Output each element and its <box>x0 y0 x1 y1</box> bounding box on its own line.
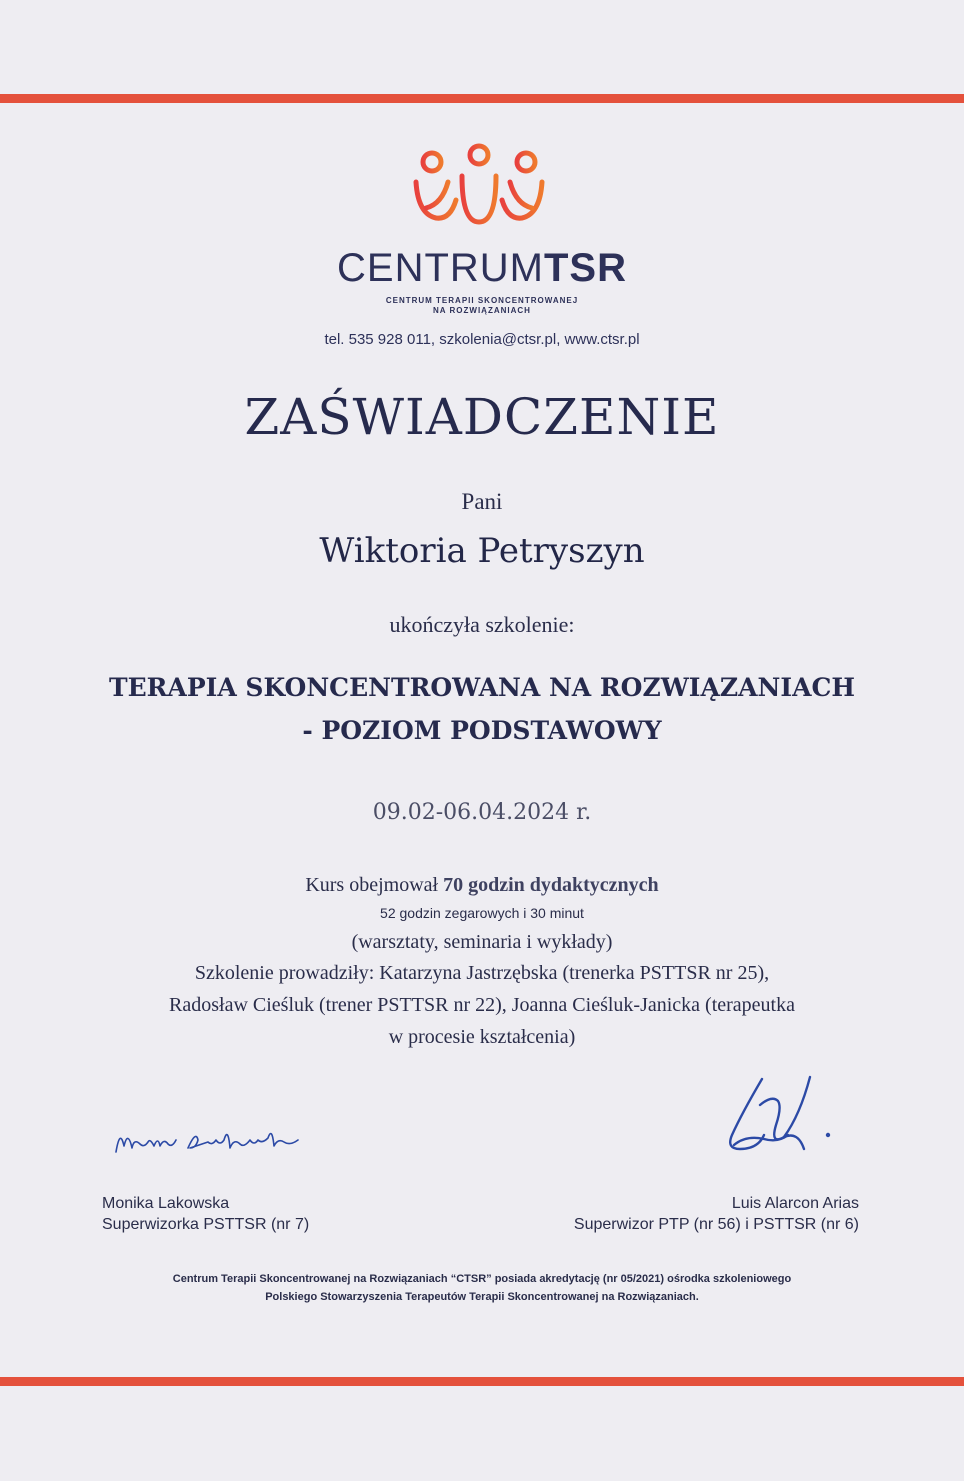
trainers-line2: Radosław Cieśluk (trener PSTTSR nr 22), Joanna Cieśluk-Janicka (terapeutka <box>169 994 795 1016</box>
signer-left-role: Superwizorka PSTTSR (nr 7) <box>102 1216 310 1233</box>
trainers-line1: Szkolenie prowadziły: Katarzyna Jastrzębska (trenerka PSTTSR nr 25), <box>194 962 770 984</box>
signer-right-role: Superwizor PTP (nr 56) i PSTTSR (nr 6) <box>573 1216 859 1233</box>
certificate-title: ZAŚWIADCZENIE <box>244 388 720 446</box>
course-dates: 09.02-06.04.2024 r. <box>372 800 592 825</box>
signature-left-image <box>112 1118 302 1163</box>
signer-right-name: Luis Alarcon Arias <box>731 1195 859 1212</box>
signer-right <box>574 1193 859 1235</box>
recipient-name: Wiktoria Petryszyn <box>319 531 645 571</box>
course-name-line1: TERAPIA SKONCENTROWANA NA ROZWIĄZANIACH <box>109 673 855 702</box>
brand-name: CENTRUMTSR <box>337 246 627 290</box>
brand-subtitle: CENTRUM TERAPII SKONCENTROWANEJ NA ROZWIĄZANIACH <box>385 296 579 315</box>
accreditation-note-line2: Polskiego Stowarzyszenia Terapeutów Terapii Skoncentrowanej na Rozwiązaniach. <box>265 1291 699 1303</box>
contact-info: tel. 535 928 011, szkolenia@ctsr.pl, www.ctsr.pl <box>324 331 640 348</box>
trainers-line3: w procesie kształcenia) <box>388 1026 576 1048</box>
salutation: Pani <box>461 489 503 514</box>
clock-hours: 52 godzin zegarowych i 30 minut <box>380 905 584 921</box>
signer-left <box>102 1193 309 1235</box>
course-name-line2: - POZIOM PODSTAWOWY <box>302 716 662 745</box>
course-hours: Kurs obejmował 70 godzin dydaktycznych <box>305 874 659 896</box>
three-people-logo-icon <box>404 142 554 232</box>
completed-text: ukończyła szkolenie: <box>389 612 575 637</box>
top-accent-rule <box>0 94 964 103</box>
accreditation-note-line1: Centrum Terapii Skoncentrowanej na Rozwiązaniach “CTSR” posiada akredytację (nr 05/2021) ośrodka szkoleniowego <box>172 1273 792 1285</box>
signer-left-name: Monika Lakowska <box>102 1195 230 1212</box>
signature-right-image <box>712 1065 852 1165</box>
course-formats: (warsztaty, seminaria i wykłady) <box>351 931 613 953</box>
bottom-accent-rule <box>0 1377 964 1386</box>
